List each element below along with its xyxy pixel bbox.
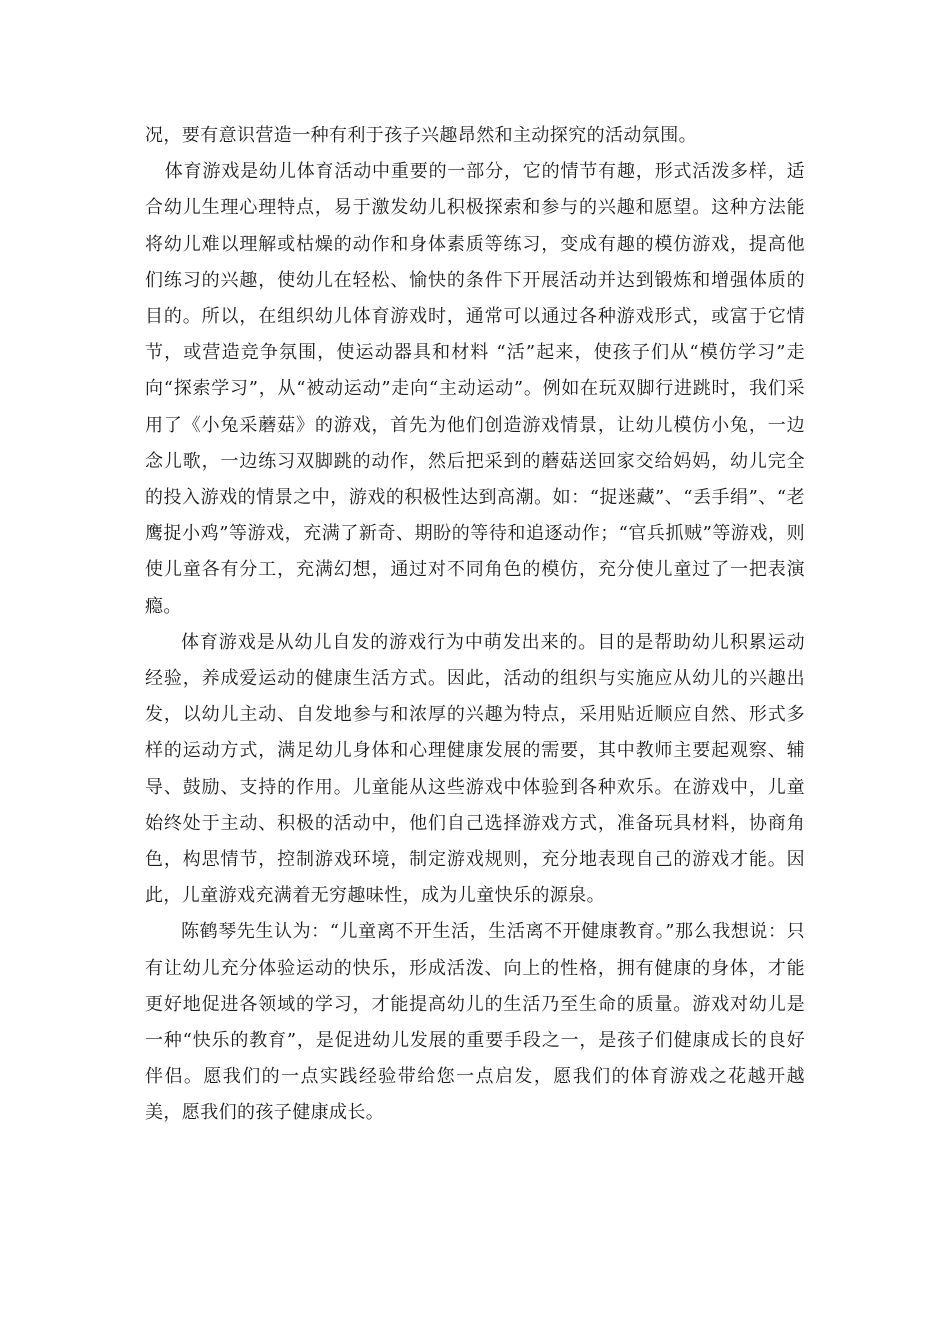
paragraph-spontaneous-play: 体育游戏是从幼儿自发的游戏行为中萌发出来的。目的是帮助幼儿积累运动经验，养成爱运动的健康生活方式。因此，活动的组织与实施应从幼儿的兴趣出发，以幼儿主动、自发地参与和浓厚的兴趣为特点，采用贴近顺应自然、形式多样的运动方式，满足幼儿身体和心理健康发展的需要，其中教师主要起观察、辅导、鼓励、支持的作用。儿童能从这些游戏中体验到各种欢乐。在游戏中，儿童始终处于主动、积极的活动中，他们自己选择游戏方式，准备玩具材料，协商角色，构思情节，控制游戏环境，制定游戏规则，充分地表现自己的游戏才能。因此，儿童游戏充满着无穷趣味性，成为儿童快乐的源泉。 <box>145 631 805 907</box>
paragraph-continuation: 况，要有意识营造一种有利于孩子兴趣昂然和主动探究的活动氛围。 <box>145 125 697 146</box>
document-body <box>145 118 805 1132</box>
paragraph-conclusion: 陈鹤琴先生认为：“儿童离不开生活，生活离不开健康教育。”那么我想说：只有让幼儿充分体验运动的快乐，形成活泼、向上的性格，拥有健康的身体，才能更好地促进各领域的学习，才能提高幼儿的生活乃至生命的质量。游戏对幼儿是一种“快乐的教育”，是促进幼儿发展的重要手段之一，是孩子们健康成长的良好伴侣。愿我们的一点实践经验带给您一点启发，愿我们的体育游戏之花越开越美，愿我们的孩子健康成长。 <box>145 921 805 1124</box>
paragraph-sports-games-intro: 体育游戏是幼儿体育活动中重要的一部分，它的情节有趣，形式活泼多样，适合幼儿生理心理特点，易于激发幼儿积极探索和参与的兴趣和愿望。这种方法能将幼儿难以理解或枯燥的动作和身体素质等练习，变成有趣的模仿游戏，提高他们练习的兴趣，使幼儿在轻松、愉快的条件下开展活动并达到锻炼和增强体质的目的。所以，在组织幼儿体育游戏时，通常可以通过各种游戏形式，或富于它情节，或营造竞争氛围，使运动器具和材料 “活”起来，使孩子们从“模仿学习”走向“探索学习”，从“被动运动”走向“主动运动”。例如在玩双脚行进跳时，我们采用了《小兔采蘑菇》的游戏，首先为他们创造游戏情景，让幼儿模仿小兔，一边念儿歌，一边练习双脚跳的动作，然后把采到的蘑菇送回家交给妈妈，幼儿完全的投入游戏的情景之中，游戏的积极性达到高潮。如：“捉迷藏”、“丢手绢”、“老鹰捉小鸡”等游戏，充满了新奇、期盼的等待和追逐动作；“官兵抓贼”等游戏，则使儿童各有分工，充满幻想，通过对不同角色的模仿，充分使儿童过了一把表演瘾。 <box>145 161 805 617</box>
